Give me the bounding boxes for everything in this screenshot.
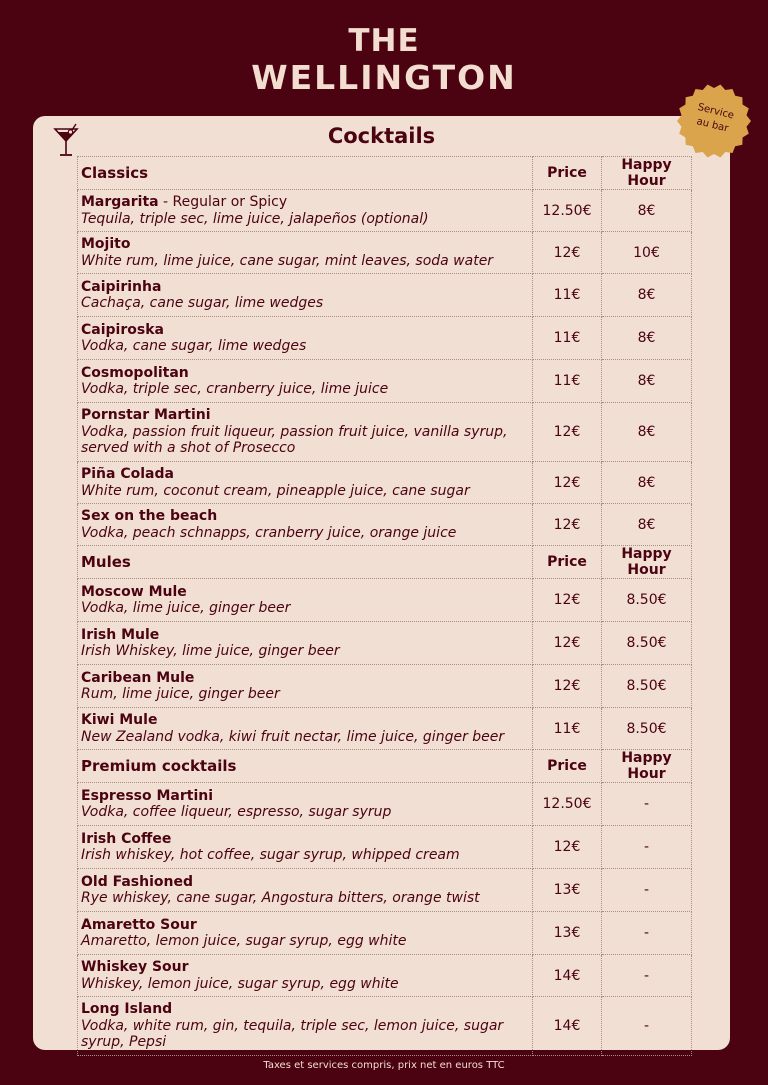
happy-hour-price: 8€ — [602, 317, 692, 360]
drink-name: Old Fashioned — [81, 873, 193, 890]
happy-hour-price: 8€ — [602, 462, 692, 504]
happy-hour-price: - — [602, 783, 692, 826]
drink-description: Tequila, triple sec, lime juice, jalapeños (optional) — [81, 210, 429, 227]
menu-item-row — [78, 912, 692, 955]
drink-name: Caribean Mule — [81, 669, 195, 686]
menu-item-cell — [78, 997, 533, 1056]
menu-item-row — [78, 462, 692, 504]
menu-item-cell — [78, 579, 533, 622]
drink-name: Cosmopolitan — [81, 364, 189, 381]
section-title: Classics — [78, 157, 533, 190]
section-header — [78, 750, 692, 783]
drink-description: Vodka, triple sec, cranberry juice, lime juice — [81, 381, 389, 397]
drink-name: Sex on the beach — [81, 508, 218, 524]
section-title: Mules — [78, 546, 533, 579]
drink-price: 12€ — [533, 232, 602, 274]
happy-hour-price: - — [602, 869, 692, 912]
drink-description: Amaretto, lemon juice, sugar syrup, egg white — [81, 933, 407, 949]
drink-description: Vodka, peach schnapps, cranberry juice, orange juice — [81, 524, 457, 541]
happy-hour-price: 8€ — [602, 403, 692, 462]
section-header — [78, 546, 692, 579]
badge-line-2: au bar — [695, 116, 730, 135]
happy-hour-column-header: Happy Hour — [602, 546, 692, 579]
happy-hour-price: 10€ — [602, 232, 692, 274]
happy-hour-price: 8€ — [602, 504, 692, 546]
menu-item-cell — [78, 274, 533, 317]
happy-hour-price: 8.50€ — [602, 708, 692, 750]
drink-price: 12.50€ — [533, 783, 602, 826]
menu-item-cell — [78, 826, 533, 869]
happy-hour-price: 8€ — [602, 190, 692, 232]
drink-description: Rye whiskey, cane sugar, Angostura bitters, orange twist — [81, 890, 480, 906]
footer-note: Taxes et services compris, prix net en euros TTC — [263, 1060, 505, 1071]
drink-name: Espresso Martini — [81, 787, 214, 804]
menu-item-row — [78, 190, 692, 232]
drink-description: Irish whiskey, hot coffee, sugar syrup, whipped cream — [81, 847, 460, 863]
menu-item-cell — [78, 708, 533, 750]
happy-hour-price: 8€ — [602, 360, 692, 403]
drink-name: Moscow Mule — [81, 583, 187, 600]
logo — [0, 23, 768, 97]
happy-hour-price: - — [602, 826, 692, 869]
menu-item-row — [78, 232, 692, 274]
price-column-header: Price — [533, 546, 602, 579]
drink-name: Amaretto Sour — [81, 916, 197, 933]
happy-hour-price: 8.50€ — [602, 622, 692, 665]
menu-item-row — [78, 579, 692, 622]
menu-item-row — [78, 403, 692, 462]
service-badge — [677, 84, 751, 158]
badge-line-1: Service — [696, 101, 736, 122]
drink-name: Piña Colada — [81, 466, 174, 482]
menu-item-row — [78, 317, 692, 360]
drink-name: Caipirinha — [81, 278, 162, 295]
drink-description: Vodka, white rum, gin, tequila, triple sec, lemon juice, sugar syrup, Pepsi — [81, 1017, 504, 1051]
menu-item-cell — [78, 665, 533, 708]
menu-item-cell — [78, 955, 533, 997]
drink-price: 11€ — [533, 317, 602, 360]
menu-item-row — [78, 826, 692, 869]
drink-price: 13€ — [533, 912, 602, 955]
menu-item-row — [78, 955, 692, 997]
happy-hour-column-header: Happy Hour — [602, 750, 692, 783]
menu-item-row — [78, 708, 692, 750]
drink-price: 14€ — [533, 955, 602, 997]
menu-item-cell — [78, 232, 533, 274]
drink-price: 12.50€ — [533, 190, 602, 232]
happy-hour-price: 8.50€ — [602, 579, 692, 622]
happy-hour-column-header: Happy Hour — [602, 157, 692, 190]
drink-name: Kiwi Mule — [81, 712, 158, 728]
menu-item-row — [78, 997, 692, 1056]
menu-item-cell — [78, 783, 533, 826]
drink-price: 11€ — [533, 708, 602, 750]
price-column-header: Price — [533, 157, 602, 190]
menu-item-cell — [78, 190, 533, 232]
section-title: Premium cocktails — [78, 750, 533, 783]
drink-name: Long Island — [81, 1001, 173, 1018]
happy-hour-price: - — [602, 955, 692, 997]
menu-item-cell — [78, 462, 533, 504]
menu-item-row — [78, 504, 692, 546]
drink-price: 12€ — [533, 403, 602, 462]
drink-variant: - Regular or Spicy — [158, 194, 288, 210]
happy-hour-price: - — [602, 912, 692, 955]
drink-description: Irish Whiskey, lime juice, ginger beer — [81, 643, 340, 659]
drink-description: Vodka, passion fruit liqueur, passion fruit juice, vanilla syrup, served with a shot of Prosecco — [81, 423, 508, 457]
drink-description: Cachaça, cane sugar, lime wedges — [81, 295, 324, 311]
menu-item-cell — [78, 504, 533, 546]
drink-name: Mojito — [81, 236, 131, 252]
menu-item-row — [78, 360, 692, 403]
happy-hour-price: 8.50€ — [602, 665, 692, 708]
menu-table — [77, 156, 692, 1056]
drink-price: 12€ — [533, 665, 602, 708]
drink-name: Caipiroska — [81, 321, 164, 338]
happy-hour-price: 8€ — [602, 274, 692, 317]
drink-price: 13€ — [533, 869, 602, 912]
drink-price: 11€ — [533, 274, 602, 317]
drink-price: 12€ — [533, 579, 602, 622]
drink-description: White rum, coconut cream, pineapple juice, cane sugar — [81, 482, 470, 499]
menu-item-cell — [78, 317, 533, 360]
price-column-header: Price — [533, 750, 602, 783]
drink-name: Irish Mule — [81, 626, 160, 643]
menu-item-cell — [78, 869, 533, 912]
menu-item-row — [78, 869, 692, 912]
drink-price: 12€ — [533, 826, 602, 869]
drink-price: 14€ — [533, 997, 602, 1056]
drink-price: 12€ — [533, 504, 602, 546]
drink-name: Whiskey Sour — [81, 959, 189, 975]
drink-description: Rum, lime juice, ginger beer — [81, 686, 280, 702]
drink-name: Irish Coffee — [81, 830, 172, 847]
page-title: Cocktails — [327, 124, 436, 148]
menu-item-row — [78, 622, 692, 665]
logo-line-1: THE — [348, 23, 420, 59]
drink-description: Vodka, coffee liqueur, espresso, sugar syrup — [81, 804, 392, 820]
drink-name: Pornstar Martini — [81, 407, 211, 424]
drink-description: White rum, lime juice, cane sugar, mint leaves, soda water — [81, 252, 494, 269]
section-header — [78, 157, 692, 190]
drink-price: 12€ — [533, 622, 602, 665]
menu-item-cell — [78, 912, 533, 955]
drink-price: 12€ — [533, 462, 602, 504]
happy-hour-price: - — [602, 997, 692, 1056]
logo-line-2: WELLINGTON — [251, 58, 517, 97]
drink-description: Whiskey, lemon juice, sugar syrup, egg white — [81, 975, 399, 992]
menu-item-cell — [78, 360, 533, 403]
menu-item-cell — [78, 403, 533, 462]
drink-price: 11€ — [533, 360, 602, 403]
menu-item-row — [78, 274, 692, 317]
drink-name: Margarita — [81, 194, 159, 210]
menu-item-row — [78, 665, 692, 708]
menu-card — [33, 116, 730, 1050]
drink-description: Vodka, cane sugar, lime wedges — [81, 338, 307, 354]
drink-description: Vodka, lime juice, ginger beer — [81, 600, 291, 616]
menu-item-row — [78, 783, 692, 826]
menu-item-cell — [78, 622, 533, 665]
drink-description: New Zealand vodka, kiwi fruit nectar, lime juice, ginger beer — [81, 728, 505, 745]
